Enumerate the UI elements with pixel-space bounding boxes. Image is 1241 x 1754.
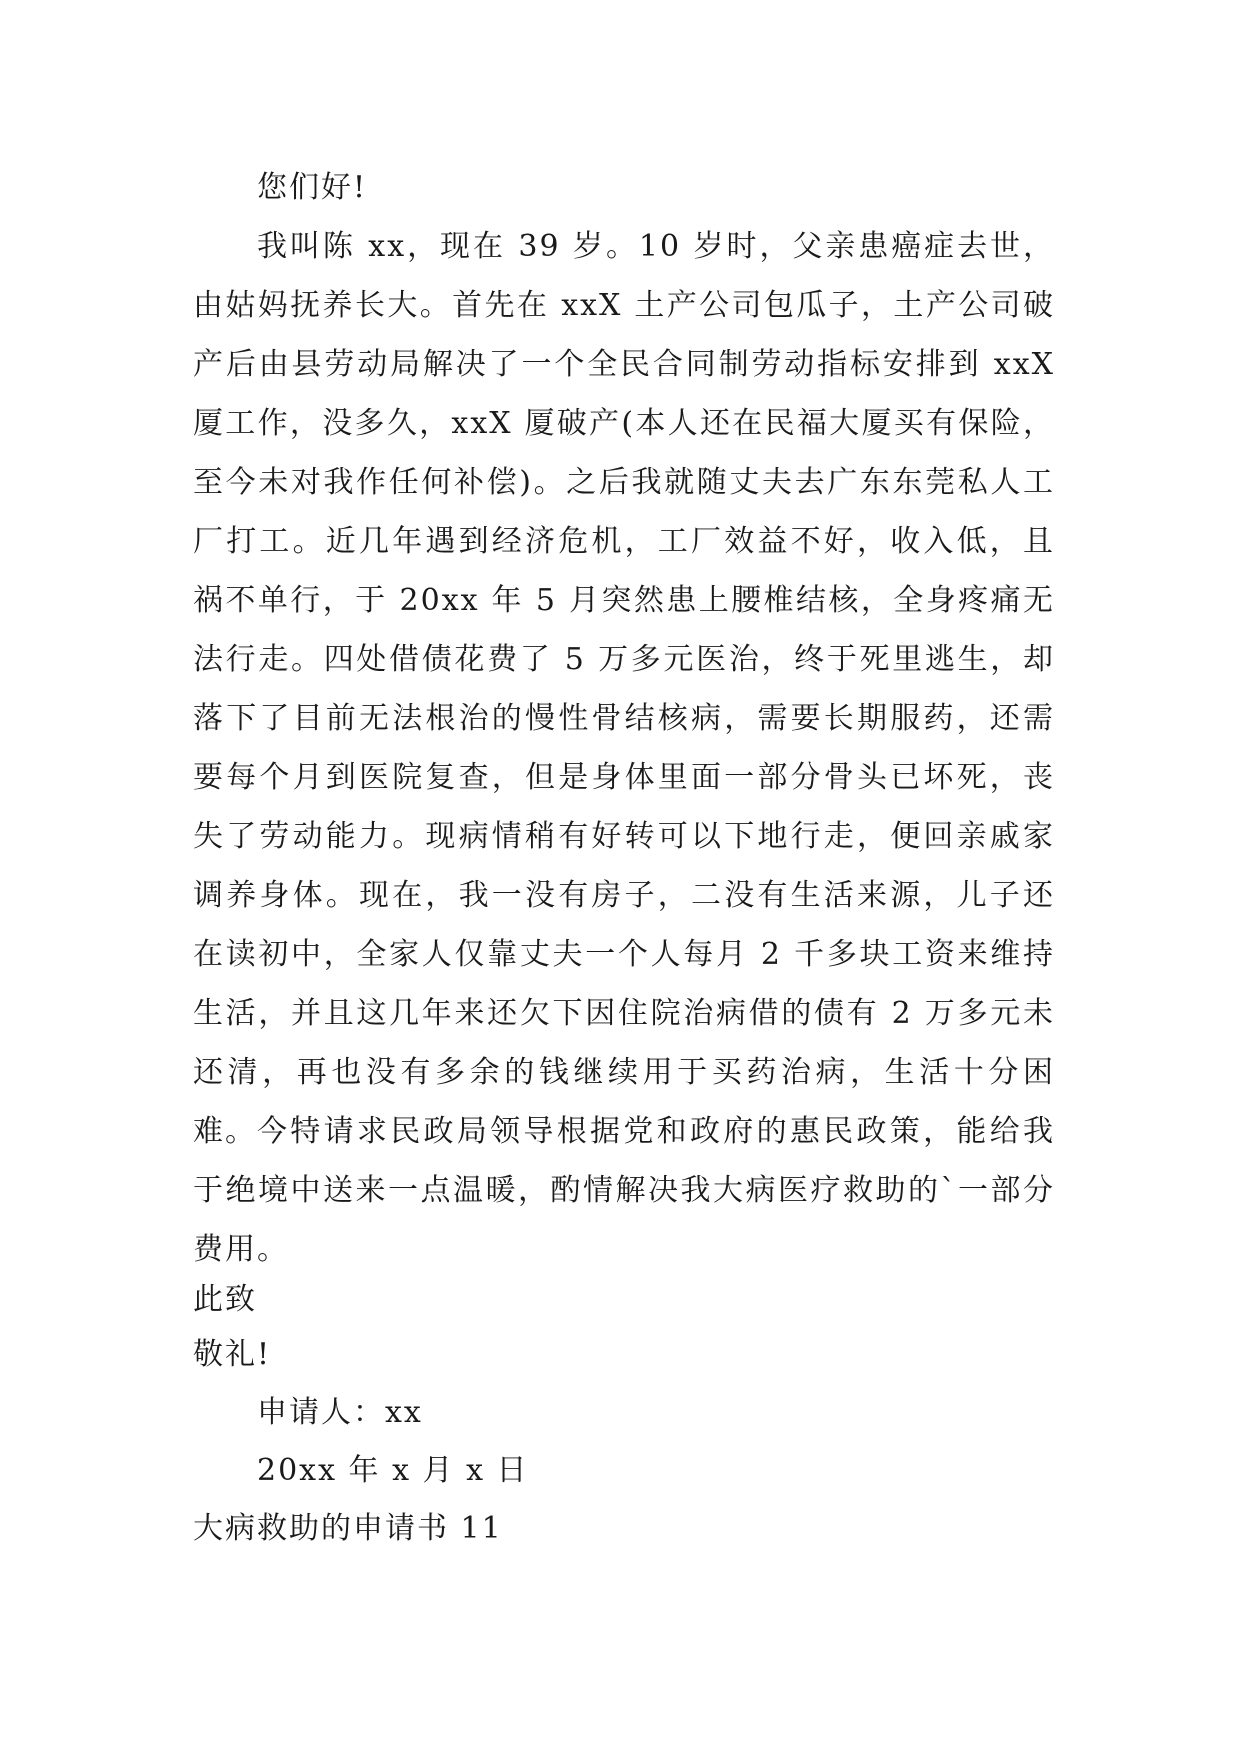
- letter-date: 20xx 年 x 月 x 日: [257, 1453, 529, 1488]
- next-section-title: 大病救助的申请书 11: [193, 1511, 503, 1546]
- letter-closing-regards: 敬礼!: [193, 1337, 272, 1372]
- letter-closing-salutation: 此致: [193, 1282, 257, 1317]
- letter-applicant: 申请人：xx: [257, 1395, 423, 1430]
- letter-request-paragraph: 今特请求民政局领导根据党和政府的惠民政策，能给我于绝境中送来一点温暖，酌情解决我大病医疗救助的`一部分费用。: [193, 1114, 1055, 1267]
- letter-greeting: 您们好!: [257, 170, 368, 205]
- letter-body-paragraph: 我叫陈 xx，现在 39 岁。10 岁时，父亲患癌症去世，由姑妈抚养长大。首先在 xxX 土产公司包瓜子，土产公司破产后由县劳动局解决了一个全民合同制劳动指标安排到 xxX 厦工作，没多久，xxX 厦破产(本人还在民福大厦买有保险，至今未对我作任何补偿)。之后我就随丈夫去广东东莞私人工厂打工。近几年遇到经济危机，工厂效益不好，收入低，且祸不单行，于 20xx 年 5 月突然患上腰椎结核，全身疼痛无法行走。四处借债花费了 5 万多元医治，终于死里逃生，却落下了目前无法根治的慢性骨结核病，需要长期服药，还需要每个月到医院复查，但是身体里面一部分骨头已坏死，丧失了劳动能力。现病情稍有好转可以下地行走，便回亲戚家调养身体。现在，我一没有房子，二没有生活来源，儿子还在读初中，全家人仅靠丈夫一个人每月 2 千多块工资来维持生活，并且这几年来还欠下因住院治病借的债有 2 万多元未还清，再也没有多余的钱继续用于买药治病，生活十分困难。: [193, 229, 1055, 1149]
